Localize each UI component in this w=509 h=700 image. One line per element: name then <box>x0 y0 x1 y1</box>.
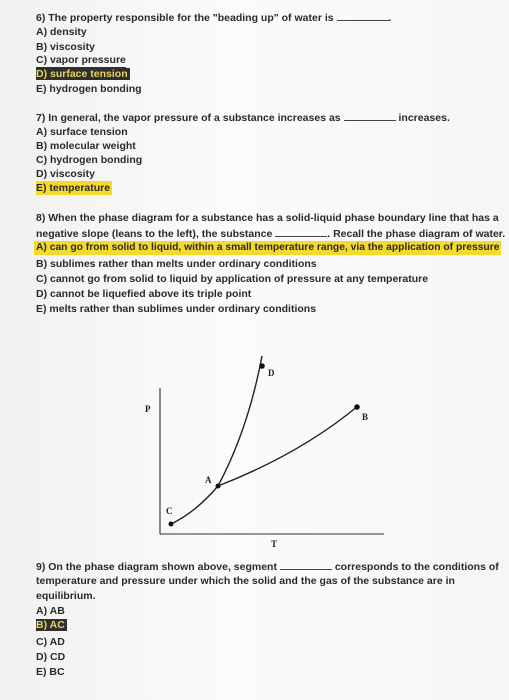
label-t: T <box>271 539 278 549</box>
q8-option-a: A) can go from solid to liquid, within a small temperature range, via the application of pressure <box>36 242 500 253</box>
q7-stem: 7) In general, the vapor pressure of a substance increases as <box>36 112 341 124</box>
q6-option-b: B) viscosity <box>36 41 95 53</box>
q8-option-d: D) cannot be liquefied above its triple point <box>36 288 252 300</box>
curve-ad <box>218 356 262 486</box>
q8-option-c: C) cannot go from solid to liquid by application of pressure at any temperature <box>36 273 429 285</box>
label-c: C <box>166 506 173 516</box>
q9-option-c: C) AD <box>36 636 65 648</box>
q8-option-e: E) melts rather than sublimes under ordinary conditions <box>36 303 317 315</box>
q9-line1-start: 9) On the phase diagram shown above, segment <box>36 561 277 573</box>
label-p: P <box>145 404 151 414</box>
q8-line1: 8) When the phase diagram for a substance has a solid-liquid phase boundary line that has a <box>36 212 499 224</box>
q9-line1 <box>36 559 499 574</box>
point-a <box>216 484 221 489</box>
q8-option-b: B) sublimes rather than melts under ordinary conditions <box>36 258 317 270</box>
q9-option-e: E) BC <box>36 666 65 678</box>
q7-option-d: D) viscosity <box>36 168 95 180</box>
curve-ca <box>171 486 218 524</box>
q6-stem: 6) The property responsible for the "beading up" of water is <box>36 12 334 24</box>
q6-option-c: C) vapor pressure <box>36 54 126 66</box>
q9-line1-end: corresponds to the conditions of <box>334 561 499 573</box>
point-b <box>354 404 360 410</box>
q9-blank <box>280 559 332 570</box>
q8-line2-start: negative slope (leans to the left), the substance <box>36 228 273 240</box>
q6-option-a: A) density <box>36 26 87 38</box>
q6-end: . <box>388 12 392 24</box>
label-d: D <box>268 368 275 378</box>
label-a: A <box>205 475 212 485</box>
label-b: B <box>362 412 369 422</box>
q7-option-e: E) temperature <box>36 182 111 194</box>
q7-end: increases. <box>398 112 450 124</box>
point-d <box>259 363 265 369</box>
q8-line2-end: . Recall the phase diagram of water. <box>327 228 506 240</box>
q6-option-e: E) hydrogen bonding <box>36 83 142 95</box>
q7-option-a: A) surface tension <box>36 126 128 138</box>
point-c <box>169 522 174 527</box>
q9-option-b: B) AC <box>36 619 65 631</box>
q9-option-a: A) AB <box>36 605 65 617</box>
q9-line2: temperature and pressure under which the solid and the gas of the substance are in <box>36 575 455 587</box>
q9-line3: equilibrium. <box>36 590 96 602</box>
q9-option-d: D) CD <box>36 651 66 663</box>
q7-option-c: C) hydrogen bonding <box>36 154 143 166</box>
curve-ab <box>218 406 358 486</box>
q6-option-d: D) surface tension <box>36 68 128 80</box>
q7-option-b: B) molecular weight <box>36 140 136 152</box>
